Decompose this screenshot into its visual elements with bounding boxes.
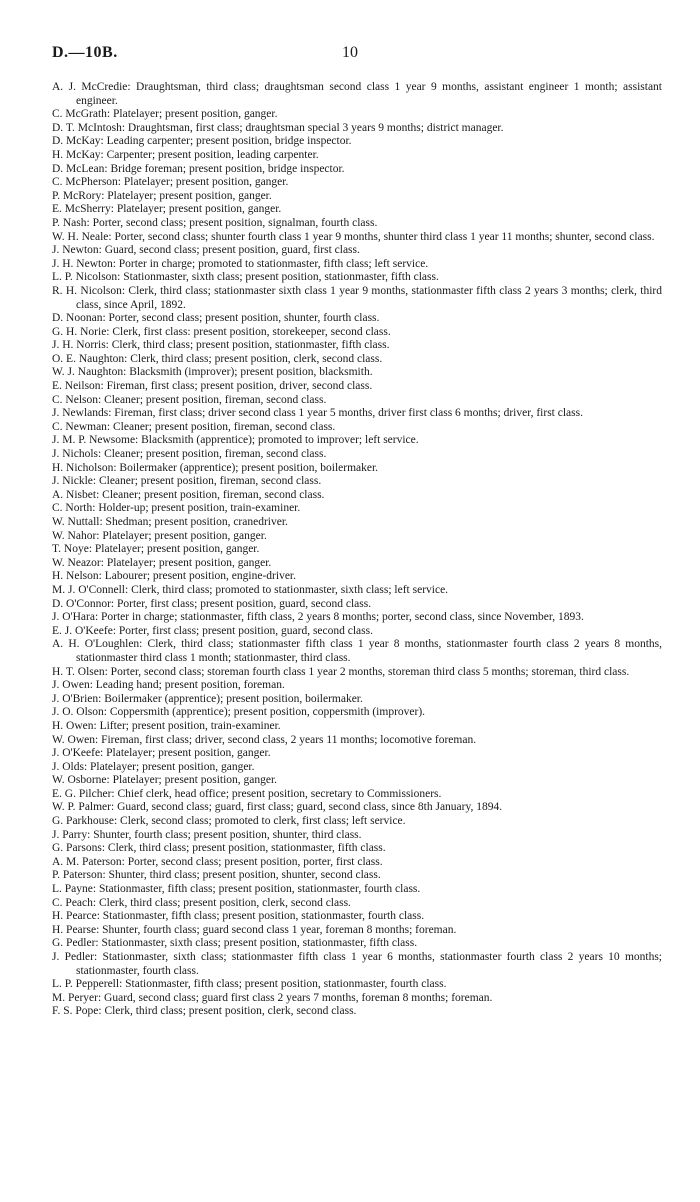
staff-entry: H. Pearce: Stationmaster, fifth class; present position, stationmaster, fourth class. xyxy=(52,910,425,923)
staff-entry: G. Pedler: Stationmaster, sixth class; present position, stationmaster, fifth class. xyxy=(52,937,418,950)
staff-entry: W. J. Naughton: Blacksmith (improver); present position, blacksmith. xyxy=(52,366,373,379)
staff-entry: J. Nickle: Cleaner; present position, fireman, second class. xyxy=(52,475,322,488)
staff-entry: P. McRory: Platelayer; present position, ganger. xyxy=(52,189,272,202)
staff-entry: L. P. Nicolson: Stationmaster, sixth class; present position, stationmaster, fifth class. xyxy=(52,271,439,284)
staff-entry: W. Nuttall: Shedman; present position, cranedriver. xyxy=(52,516,288,528)
staff-entry: F. S. Pope: Clerk, third class; present position, clerk, second class. xyxy=(52,1005,357,1018)
staff-entry: W. Neazor: Platelayer; present position, ganger. xyxy=(52,556,272,569)
staff-entry: G. H. Norie: Clerk, first class: present position, storekeeper, second class. xyxy=(52,325,391,338)
staff-entry: W. Nahor: Platelayer; present position, ganger. xyxy=(52,529,267,542)
staff-entry: P. Paterson: Shunter, third class; present position, shunter, second class. xyxy=(52,869,381,882)
staff-entry: J. Olds: Platelayer; present position, ganger. xyxy=(52,760,255,773)
staff-entry: C. McGrath: Platelayer; present position, ganger. xyxy=(52,108,278,121)
staff-entry: J. H. Norris: Clerk, third class; present position, stationmaster, fifth class. xyxy=(52,339,390,352)
staff-entry: R. H. Nicolson: Clerk, third class; stationmaster sixth class 1 year 9 months, stationmaster fifth class 2 years 3 months; clerk, third class, since April, 1892. xyxy=(52,284,662,311)
staff-entry: C. Nelson: Cleaner; present position, fireman, second class. xyxy=(52,393,327,406)
staff-entry: J. Newlands: Fireman, first class; driver second class 1 year 5 months, driver first class 6 months; driver, first class. xyxy=(52,407,583,420)
staff-entry: W. P. Palmer: Guard, second class; guard, first class; guard, second class, since 8th January, 1894. xyxy=(52,801,503,814)
staff-entry: C. Newman: Cleaner; present position, fireman, second class. xyxy=(52,420,336,433)
staff-entry: J. O'Brien: Boilermaker (apprentice); present position, boilermaker. xyxy=(52,692,363,705)
staff-entry: H. Nelson: Labourer; present position, engine-driver. xyxy=(52,570,296,583)
staff-entries-list xyxy=(52,81,662,1019)
staff-entry: D. T. McIntosh: Draughtsman, first class; draughtsman special 3 years 9 months; district manager. xyxy=(52,121,504,134)
staff-entry: M. J. O'Connell: Clerk, third class; promoted to stationmaster, sixth class; left service. xyxy=(52,583,449,596)
staff-entry: A. M. Paterson: Porter, second class; present position, porter, first class. xyxy=(52,855,383,868)
staff-entry: M. Peryer: Guard, second class; guard first class 2 years 7 months, foreman 8 months; foreman. xyxy=(52,991,493,1004)
staff-entry: W. Owen: Fireman, first class; driver, second class, 2 years 11 months; locomotive foreman. xyxy=(52,733,477,746)
staff-entry: J. O'Hara: Porter in charge; stationmaster, fifth class, 2 years 8 months; porter, second class, since November, 1893. xyxy=(52,611,584,624)
staff-entry: E. McSherry: Platelayer; present position, ganger. xyxy=(52,203,282,216)
staff-entry: W. Osborne: Platelayer; present position, ganger. xyxy=(52,774,278,787)
staff-entry: C. North: Holder-up; present position, train-examiner. xyxy=(52,502,301,515)
staff-entry: J. Pedler: Stationmaster, sixth class; stationmaster fifth class 1 year 6 months, stationmaster fourth class 2 years 10 months; stationmaster, fourth class. xyxy=(52,951,662,977)
staff-entry: J. Nichols: Cleaner; present position, fireman, second class. xyxy=(52,448,327,461)
page-number: 10 xyxy=(342,44,358,61)
staff-entry: A. H. O'Loughlen: Clerk, third class; stationmaster fifth class 1 year 8 months, stationmaster fourth class 2 years 8 months, stationmaster third class 1 month; stationmaster, third class. xyxy=(52,638,662,664)
staff-entry: D. Noonan: Porter, second class; present position, shunter, fourth class. xyxy=(52,312,380,325)
staff-entry: L. Payne: Stationmaster, fifth class; present position, stationmaster, fourth class. xyxy=(52,883,421,896)
staff-entry: D. McLean: Bridge foreman; present position, bridge inspector. xyxy=(52,162,345,175)
staff-entry: D. O'Connor: Porter, first class; present position, guard, second class. xyxy=(52,597,372,610)
staff-entry: J. O. Olson: Coppersmith (apprentice); present position, coppersmith (improver). xyxy=(52,706,426,719)
staff-entry: J. Newton: Guard, second class; present position, guard, first class. xyxy=(52,244,360,257)
staff-entry: H. T. Olsen: Porter, second class; storeman fourth class 1 year 2 months, storeman third class 5 months; storeman, third class. xyxy=(52,665,630,678)
staff-entry: G. Parkhouse: Clerk, second class; promoted to clerk, first class; left service. xyxy=(52,815,406,828)
staff-entry: J. Owen: Leading hand; present position, foreman. xyxy=(52,679,285,692)
staff-entry: G. Parsons: Clerk, third class; present position, stationmaster, fifth class. xyxy=(52,842,386,855)
staff-entry: J. M. P. Newsome: Blacksmith (apprentice); promoted to improver; left service. xyxy=(52,434,419,447)
staff-entry: T. Noye: Platelayer; present position, ganger. xyxy=(52,543,260,556)
staff-entry: L. P. Pepperell: Stationmaster, fifth class; present position, stationmaster, fourth class. xyxy=(52,978,447,991)
staff-entry: H. McKay: Carpenter; present position, leading carpenter. xyxy=(52,148,319,161)
staff-entry: E. J. O'Keefe: Porter, first class; present position, guard, second class. xyxy=(52,624,373,637)
staff-entry: O. E. Naughton: Clerk, third class; present position, clerk, second class. xyxy=(52,352,383,365)
staff-entry: D. McKay: Leading carpenter; present position, bridge inspector. xyxy=(52,135,352,148)
staff-entry: E. G. Pilcher: Chief clerk, head office; present position, secretary to Commissioners. xyxy=(52,787,442,800)
staff-entry: J. H. Newton: Porter in charge; promoted to stationmaster, fifth class; left service. xyxy=(52,257,429,270)
staff-entry: C. McPherson: Platelayer; present position, ganger. xyxy=(52,176,289,189)
staff-entry: H. Nicholson: Boilermaker (apprentice); present position, boilermaker. xyxy=(52,461,379,474)
document-reference: D.—10B. xyxy=(52,44,118,61)
staff-entry: H. Owen: Lifter; present position, train-examiner. xyxy=(52,719,281,732)
staff-entry: E. Neilson: Fireman, first class; present position, driver, second class. xyxy=(52,380,373,393)
staff-entry: J. Parry: Shunter, fourth class; present position, shunter, third class. xyxy=(52,828,362,841)
staff-entry: J. O'Keefe: Platelayer; present position, ganger. xyxy=(52,747,271,760)
staff-entry: A. Nisbet: Cleaner; present position, fireman, second class. xyxy=(52,488,325,501)
staff-entry: W. H. Neale: Porter, second class; shunter fourth class 1 year 9 months, shunter third class 1 year 11 months; shunter, second class. xyxy=(52,230,655,243)
staff-entry: H. Pearse: Shunter, fourth class; guard second class 1 year, foreman 8 months; foreman. xyxy=(52,923,457,936)
staff-entry: C. Peach: Clerk, third class; present position, clerk, second class. xyxy=(52,896,351,909)
staff-entry: A. J. McCredie: Draughtsman, third class; draughtsman second class 1 year 9 months, assistant engineer 1 month; assistant engineer. xyxy=(52,81,662,107)
staff-entry: P. Nash: Porter, second class; present position, signalman, fourth class. xyxy=(52,216,378,229)
